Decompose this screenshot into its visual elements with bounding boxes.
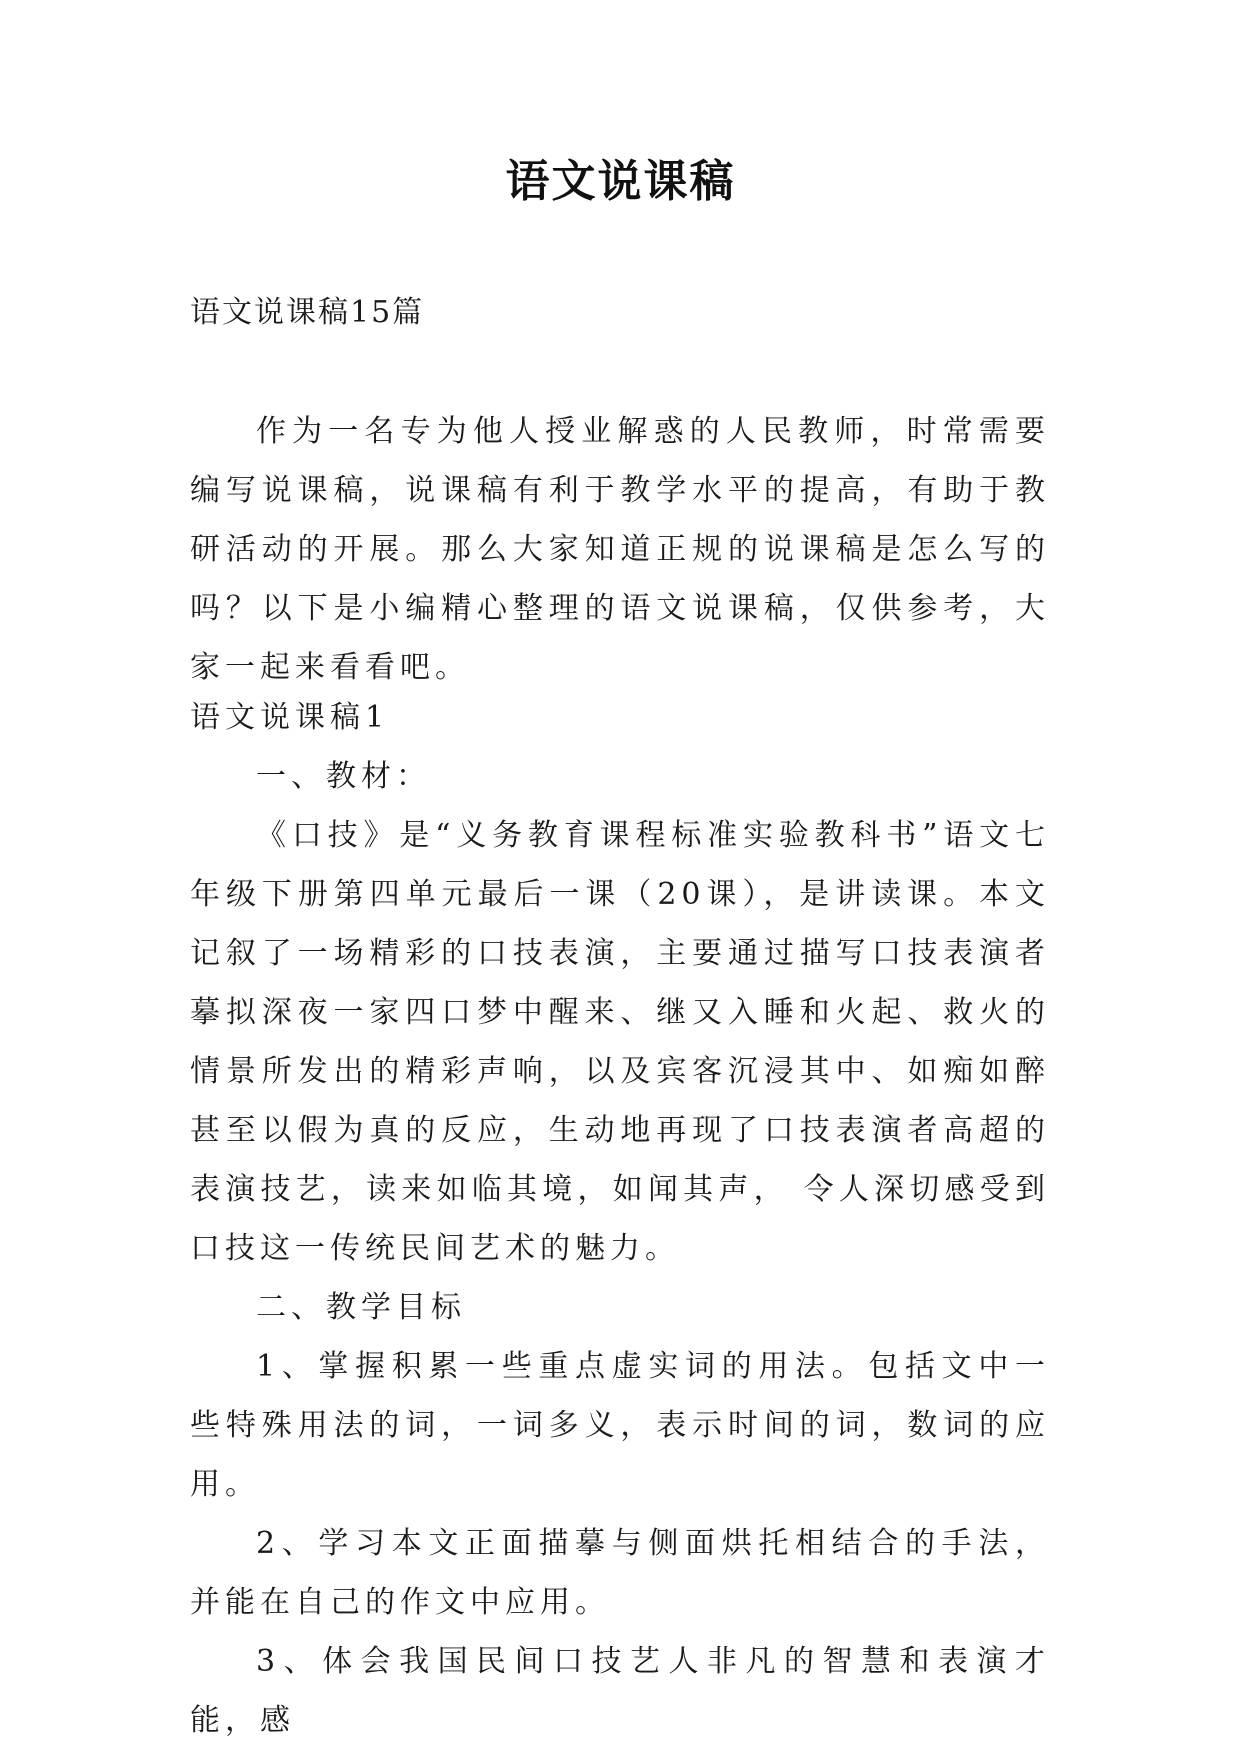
part-heading-goals: 二、教学目标 (256, 1290, 466, 1325)
goal-item: 2、学习本文正面描摹与侧面烘托相结合的手法，并能在自己的作文中应用。 (190, 1526, 1050, 1620)
document-title: 语文说课稿 (505, 156, 736, 207)
intro-paragraph: 作为一名专为他人授业解惑的人民教师，时常需要编写说课稿，说课稿有利于教学水平的提高，有助于教研活动的开展。那么大家知道正规的说课稿是怎么写的吗？以下是小编精心整理的语文说课稿，仅供参考，大家一起来看看吧。 (190, 414, 1050, 685)
textbook-paragraph: 《口技》是“义务教育课程标准实验教科书”语文七年级下册第四单元最后一课（20课），是讲读课。本文记叙了一场精彩的口技表演，主要通过描写口技表演者摹拟深夜一家四口梦中醒来、继又入睡和火起、救火的情景所发出的精彩声响，以及宾客沉浸其中、如痴如醉甚至以假为真的反应，生动地再现了口技表演者高超的表演技艺，读来如临其境，如闻其声， 令人深切感受到口技这一传统民间艺术的魅力。 (190, 818, 1050, 1266)
document-subtitle: 语文说课稿15篇 (190, 295, 425, 330)
part-heading-textbook: 一、教材： (256, 759, 431, 794)
goal-item: 1、掌握积累一些重点虚实词的用法。包括文中一些特殊用法的词，一词多义，表示时间的词，数词的应用。 (190, 1349, 1050, 1502)
section-1 (190, 688, 1050, 1750)
goal-item: 3、体会我国民间口技艺人非凡的智慧和表演才能，感 (190, 1644, 1050, 1738)
section-heading: 语文说课稿1 (190, 700, 390, 735)
